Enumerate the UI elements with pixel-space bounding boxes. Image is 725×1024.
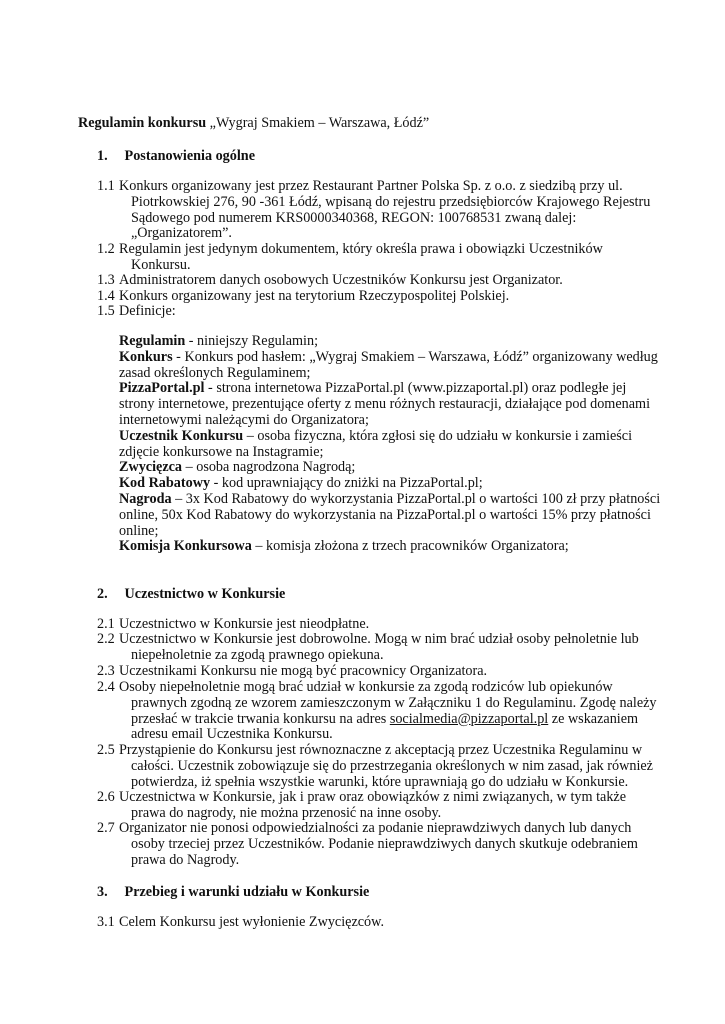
clause-1-1 xyxy=(97,179,662,242)
clause-text: Organizator nie ponosi odpowiedzialności za podanie nieprawdziwych danych lub danych xyxy=(119,820,632,836)
definition-zwyciezca xyxy=(119,460,664,476)
clause-text: Uczestnictwo w Konkursie jest nieodpłatne. xyxy=(119,616,370,632)
clause-text: Konkurs organizowany jest przez Restaurant Partner Polska Sp. z o.o. z siedzibą przy ul. xyxy=(119,178,623,194)
clause-continuation: Konkursu. xyxy=(131,256,191,273)
email-link[interactable]: socialmedia@pizzaportal.pl xyxy=(389,710,549,727)
clause-number: 1.1 xyxy=(97,178,115,194)
definition-term: Komisja Konkursowa xyxy=(119,538,252,555)
clause-number: 1.5 xyxy=(97,303,115,319)
clause-text: Uczestnictwa w Konkursie, jak i praw oraz obowiązków z nimi związanych, w tym także xyxy=(119,789,627,805)
clause-number: 2.6 xyxy=(97,789,115,805)
clause-continuation: niepełnoletnie za zgodą prawnego opiekuna. xyxy=(131,646,384,663)
clause-number: 2.1 xyxy=(97,616,115,632)
section-label: Przebieg i warunki udziału w Konkursie xyxy=(124,884,370,900)
definition-term: Regulamin xyxy=(119,333,186,349)
clause-continuation-a: prawnych zgodną ze wzorem zamieszczonym w Załączniku 1 do Regulaminu. Zgodę należy przesłać w trakcie trwania konkursu na adres xyxy=(131,694,657,727)
section-label: Uczestnictwo w Konkursie xyxy=(124,586,286,602)
definition-regulamin xyxy=(119,334,664,350)
clause-text: Uczestnikami Konkursu nie mogą być pracownicy Organizatora. xyxy=(119,663,488,679)
clause-2-5 xyxy=(97,743,662,790)
clause-2-7 xyxy=(97,821,662,868)
clause-3-1 xyxy=(97,915,662,931)
clause-continuation: prawa do nagrody, nie można przenosić na inne osoby. xyxy=(131,804,442,821)
clause-number: 1.2 xyxy=(97,241,115,257)
clause-1-3 xyxy=(97,273,662,289)
definition-komisja xyxy=(119,539,664,555)
clause-continuation xyxy=(119,696,662,743)
clause-text: Definicje: xyxy=(119,303,176,319)
clause-number: 1.4 xyxy=(97,288,115,304)
title-bold: Regulamin konkursu xyxy=(78,115,207,131)
definition-term: Kod Rabatowy xyxy=(119,475,211,492)
clause-number: 2.4 xyxy=(97,679,115,695)
clause-text: Przystąpienie do Konkursu jest równoznaczne z akceptacją przez Uczestnika Regulaminu w xyxy=(119,742,643,758)
clause-text: Konkurs organizowany jest na terytorium Rzeczypospolitej Polskiej. xyxy=(119,288,510,304)
section-heading-3 xyxy=(97,883,369,901)
clause-number: 2.3 xyxy=(97,663,115,679)
section-number: 2. xyxy=(97,586,108,602)
definition-text: – 3x Kod Rabatowy do wykorzystania PizzaPortal.pl o wartości 100 zł przy płatności online, 50x Kod Rabatowy do wykorzystania na PizzaPortal.pl o wartości 15% przy płatności online; xyxy=(119,490,661,539)
definition-text: - kod uprawniający do zniżki na PizzaPortal.pl; xyxy=(210,475,483,492)
clause-2-6 xyxy=(97,790,662,822)
definition-pizzaportal xyxy=(119,381,664,428)
definition-term: Zwycięzca xyxy=(119,459,183,476)
section-heading-1 xyxy=(97,147,255,165)
section-number: 1. xyxy=(97,148,108,164)
title-rest: „Wygraj Smakiem – Warszawa, Łódź” xyxy=(206,115,430,131)
clause-text: Administratorem danych osobowych Uczestników Konkursu jest Organizator. xyxy=(119,272,563,288)
document-title xyxy=(78,114,429,132)
clause-continuation: osoby trzeciej przez Uczestników. Podanie nieprawdziwych danych skutkuje odebraniem prawa do Nagrody. xyxy=(131,835,638,868)
clause-continuation-b: ze wskazaniem adresu email Uczestnika Konkursu. xyxy=(131,710,639,743)
clause-2-4 xyxy=(97,680,662,743)
section-number: 3. xyxy=(97,884,108,900)
clause-text: Osoby niepełnoletnie mogą brać udział w konkursie za zgodą rodziców lub opiekunów xyxy=(119,679,613,695)
clause-continuation: Piotrkowskiej 276, 90 -361 Łódź, wpisaną do rejestru przedsiębiorców Krajowego Rejestru Sądowego pod numerem KRS0000340368, REGON: 100768531 zwaną dalej: „Organizatorem”. xyxy=(131,193,651,242)
section-heading-2 xyxy=(97,585,285,603)
definition-text: - strona internetowa PizzaPortal.pl (www.pizzaportal.pl) oraz podległe jej strony internetowe, prezentujące oferty z menu różnych restauracji, działające pod domenami internetowymi należącymi do Organizatora; xyxy=(119,380,651,428)
definition-term: Nagroda xyxy=(119,490,172,507)
definition-term: PizzaPortal.pl xyxy=(119,380,205,397)
definition-uczestnik xyxy=(119,429,664,461)
clause-text: Uczestnictwo w Konkursie jest dobrowolne. Mogą w nim brać udział osoby pełnoletnie lub xyxy=(119,631,639,647)
clause-number: 2.2 xyxy=(97,631,115,647)
definition-text: – osoba nagrodzona Nagrodą; xyxy=(182,459,356,476)
definition-kod-rabatowy xyxy=(119,476,664,492)
clause-number: 2.7 xyxy=(97,820,115,836)
clause-2-2 xyxy=(97,632,662,664)
section-label: Postanowienia ogólne xyxy=(124,148,255,164)
definition-text: - Konkurs pod hasłem: „Wygraj Smakiem – Warszawa, Łódź” organizowany według zasad określonych Regulaminem; xyxy=(119,348,658,381)
clause-1-4 xyxy=(97,289,662,305)
definition-term: Konkurs xyxy=(119,348,173,365)
definition-nagroda xyxy=(119,492,664,539)
definition-text: – osoba fizyczna, która zgłosi się do udziału w konkursie i zamieści zdjęcie konkursowe na Instagramie; xyxy=(119,427,633,460)
clause-continuation: całości. Uczestnik zobowiązuje się do przestrzegania określonych w nim zasad, jak również potwierdza, iż spełnia wszystkie warunki, które uprawniają go do udziału w Konkursie. xyxy=(131,757,653,790)
definition-text: - niniejszy Regulamin; xyxy=(185,333,319,349)
clause-text: Celem Konkursu jest wyłonienie Zwycięzców. xyxy=(119,914,385,930)
definition-konkurs xyxy=(119,350,664,382)
clause-1-5 xyxy=(97,304,662,320)
clause-number: 3.1 xyxy=(97,914,115,930)
clause-text: Regulamin jest jedynym dokumentem, który określa prawa i obowiązki Uczestników xyxy=(119,241,603,257)
clause-2-3 xyxy=(97,664,662,680)
clause-number: 1.3 xyxy=(97,272,115,288)
definition-term: Uczestnik Konkursu xyxy=(119,427,244,444)
clause-1-2 xyxy=(97,242,662,274)
definition-text: – komisja złożona z trzech pracowników Organizatora; xyxy=(251,538,569,555)
definitions-list xyxy=(119,334,664,555)
clause-number: 2.5 xyxy=(97,742,115,758)
